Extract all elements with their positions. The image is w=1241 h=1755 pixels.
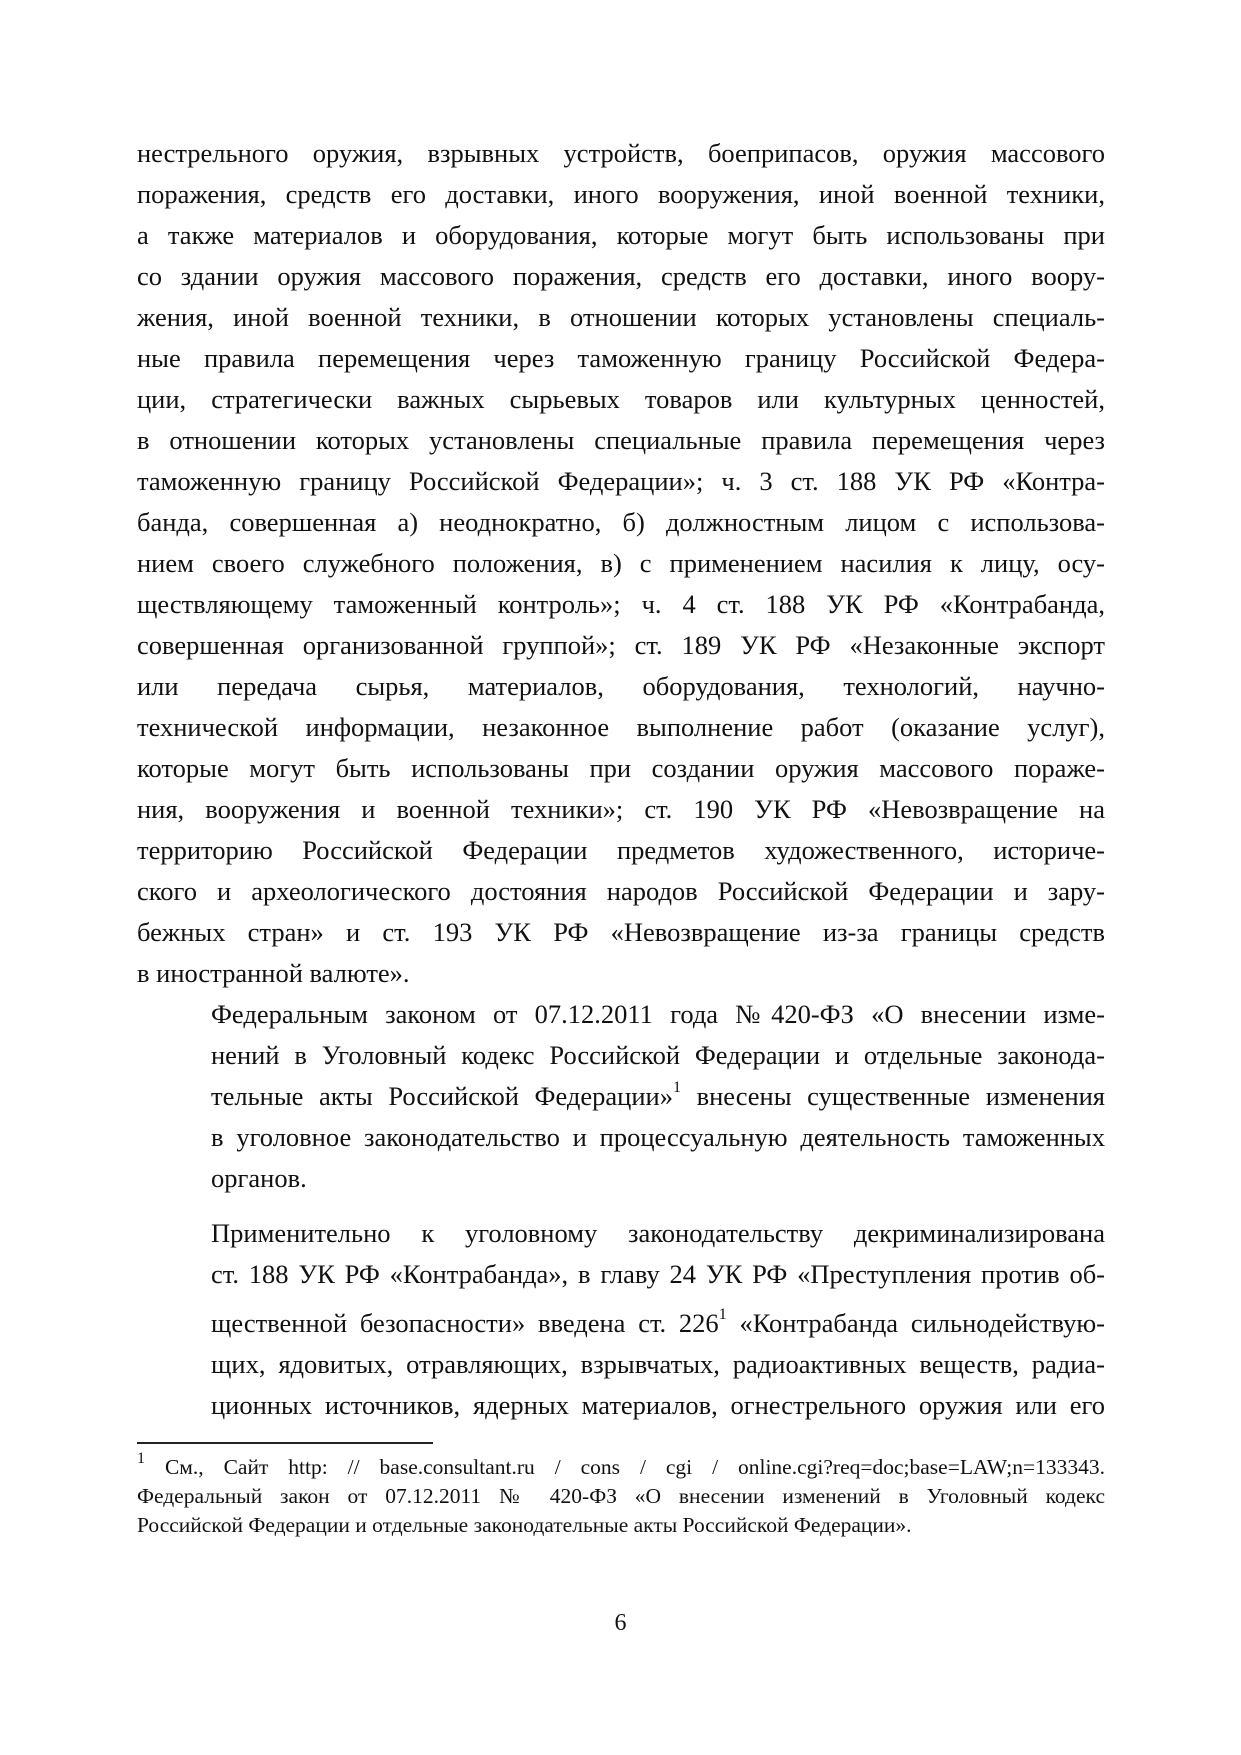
- text-fragment: тельные акты Российской Федерации»: [211, 1081, 673, 1111]
- text-line: жения, иной военной техники, в отношении которых установлены специаль-: [137, 302, 1105, 332]
- text-line: в иностранной валюте».: [137, 958, 410, 988]
- article-superscript: 1: [718, 1306, 727, 1324]
- text-line: ции, стратегически важных сырьевых товаров или культурных ценностей,: [137, 384, 1105, 414]
- text-line: ционных источников, ядерных материалов, огнестрельного оружия или его: [211, 1390, 1105, 1420]
- text-line: ния, вооружения и военной техники»; ст. 190 УК РФ «Невозвращение на: [137, 794, 1105, 824]
- text-line: щих, ядовитых, отравляющих, взрывчатых, радиоактивных веществ, радиа-: [211, 1349, 1105, 1379]
- paragraph-2: [137, 994, 1105, 1199]
- text-line: совершенная организованной группой»; ст. 189 УК РФ «Незаконные экспорт: [137, 630, 1105, 660]
- paragraph-1: [137, 133, 1105, 994]
- page-number: 6: [614, 1610, 627, 1636]
- text-line: бежных стран» и ст. 193 УК РФ «Невозвращение из-за границы средств: [137, 917, 1105, 947]
- text-line: таможенную границу Российской Федерации»; ч. 3 ст. 188 УК РФ «Контра-: [137, 466, 1105, 496]
- footnote-line: Российской Федерации и отдельные законодательные акты Российской Федерации».: [137, 1513, 912, 1537]
- footnote-reference[interactable]: 1: [672, 1079, 681, 1097]
- body-text: [137, 133, 1105, 1426]
- text-line: ществляющему таможенный контроль»; ч. 4 ст. 188 УК РФ «Контрабанда,: [137, 589, 1105, 619]
- text-line: банда, совершенная а) неоднократно, б) должностным лицом с использова-: [137, 507, 1105, 537]
- text-line: Федеральным законом от 07.12.2011 года №420-ФЗ «О внесении изме-: [211, 999, 1105, 1029]
- text-line: технической информации, незаконное выполнение работ (оказание услуг),: [137, 712, 1105, 742]
- text-line: нестрельного оружия, взрывных устройств, боеприпасов, оружия массового: [137, 138, 1105, 168]
- text-line: в уголовное законодательство и процессуальную деятельность таможенных: [211, 1122, 1105, 1152]
- text-fragment: щественной безопасности» введена ст. 226: [211, 1308, 719, 1338]
- text-line: нений в Уголовный кодекс Российской Федерации и отдельные законода-: [211, 1040, 1105, 1070]
- text-line: территорию Российской Федерации предметов художественного, историче-: [137, 835, 1105, 865]
- paragraph-3: [137, 1213, 1105, 1426]
- text-line: ского и археологического достояния народов Российской Федерации и зару-: [137, 876, 1105, 906]
- text-line: в отношении которых установлены специальные правила перемещения через: [137, 425, 1105, 455]
- text-line-with-superscript: [137, 1303, 1105, 1344]
- text-fragment: внесены существенные изменения: [680, 1081, 1105, 1111]
- text-line: ные правила перемещения через таможенную границу Российской Федера-: [137, 343, 1105, 373]
- text-line: которые могут быть использованы при создании оружия массового пораже-: [137, 753, 1105, 783]
- text-line: а также материалов и оборудования, которые могут быть использованы при: [137, 220, 1105, 250]
- text-line: или передача сырья, материалов, оборудования, технологий, научно-: [137, 671, 1105, 701]
- text-fragment: «Контрабанда сильнодействую-: [726, 1308, 1106, 1338]
- text-line: Применительно к уголовному законодательству декриминализирована: [211, 1218, 1105, 1248]
- footnote-separator: [137, 1442, 433, 1444]
- text-line: со здании оружия массового поражения, средств его доставки, иного воору-: [137, 261, 1105, 291]
- text-line: ст. 188 УК РФ «Контрабанда», в главу 24 УК РФ «Преступления против об-: [211, 1259, 1105, 1289]
- text-line-with-footnote-ref: [137, 1076, 1105, 1117]
- text-line: поражения, средств его доставки, иного вооружения, иной военной техники,: [137, 179, 1105, 209]
- text-line: органов.: [211, 1163, 307, 1193]
- footnote-marker: 1: [137, 1449, 145, 1467]
- footnote-line: Федеральный закон от 07.12.2011 № 420-ФЗ «О внесении изменений в Уголовный кодекс: [137, 1484, 1105, 1508]
- footnote: [137, 1449, 1105, 1540]
- text-line: нием своего служебного положения, в) с применением насилия к лицу, осу-: [137, 548, 1105, 578]
- footnote-line: [137, 1449, 1105, 1482]
- footnote-text: См., Сайт http: // base.consultant.ru / cons / cgi / online.cgi?req=doc;base=LAW;n=133343.: [145, 1455, 1105, 1479]
